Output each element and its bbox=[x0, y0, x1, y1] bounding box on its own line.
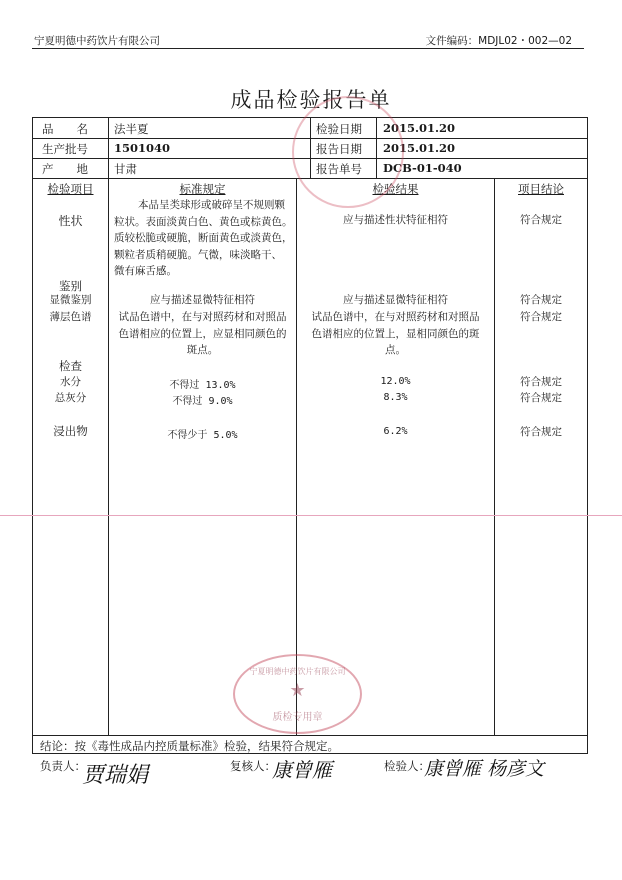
header-rule bbox=[32, 48, 584, 49]
result-appearance: 应与描述性状特征相符 bbox=[343, 214, 448, 226]
standard-line: 色谱相应的位置上，应显相同颜色的 bbox=[118, 327, 287, 340]
standard-water: 不得过 13.0% bbox=[169, 380, 236, 391]
conclusion-tlc: 符合规定 bbox=[520, 311, 562, 323]
col-header-conclusion: 项目结论 bbox=[518, 182, 564, 196]
standard-tlc bbox=[109, 309, 296, 359]
reviewer-label: 复核人： bbox=[230, 759, 276, 773]
responsible-label: 负责人： bbox=[40, 759, 86, 773]
conclusion-microscopic: 符合规定 bbox=[520, 294, 562, 306]
result-line: 点。 bbox=[385, 344, 406, 356]
stamp-star-icon: ★ bbox=[289, 680, 306, 701]
item-identification: 鉴别 bbox=[59, 279, 82, 293]
inspect-date-label: 检验日期 bbox=[316, 122, 362, 136]
standard-ash: 不得过 9.0% bbox=[172, 396, 233, 407]
stamp-text-top: 宁夏明德中药饮片有限公司 bbox=[249, 667, 346, 676]
company-name: 宁夏明德中药饮片有限公司 bbox=[34, 35, 160, 47]
item-extract: 浸出物 bbox=[53, 424, 88, 438]
inspector-label: 检验人： bbox=[384, 759, 430, 773]
result-water: 12.0% bbox=[380, 376, 411, 387]
report-date-value: 2015.01.20 bbox=[383, 141, 456, 155]
batch-value: 1501040 bbox=[114, 141, 171, 155]
inspect-date-value: 2015.01.20 bbox=[383, 121, 456, 135]
conclusion-extract: 符合规定 bbox=[520, 426, 562, 438]
document-code: 文件编码：MDJL02・002—02 bbox=[425, 35, 572, 47]
stamp-text-bottom: 质检专用章 bbox=[272, 712, 323, 723]
report-no-label: 报告单号 bbox=[316, 162, 362, 176]
origin-label: 产 地 bbox=[42, 162, 88, 176]
batch-label: 生产批号 bbox=[42, 142, 88, 156]
name-value: 法半夏 bbox=[114, 122, 149, 136]
item-appearance: 性状 bbox=[58, 214, 83, 228]
standard-line: 试品色谱中，在与对照药材和对照品 bbox=[118, 311, 287, 323]
item-water: 水分 bbox=[60, 376, 81, 388]
result-line: 色谱相应的位置上，显相同颜色的斑 bbox=[311, 327, 480, 340]
conclusion-water: 符合规定 bbox=[520, 376, 562, 388]
col-header-result: 检验结果 bbox=[372, 182, 419, 196]
result-line: 试品色谱中，在与对照药材和对照品 bbox=[311, 311, 480, 323]
standard-appearance bbox=[114, 197, 293, 280]
report-no-value: DCB-01-040 bbox=[383, 161, 462, 175]
standard-extract: 不得少于 5.0% bbox=[167, 430, 238, 441]
report-date-label: 报告日期 bbox=[316, 142, 362, 156]
standard-microscopic: 应与描述显微特征相符 bbox=[150, 294, 255, 306]
conclusion-appearance: 符合规定 bbox=[520, 214, 562, 226]
standard-line: 颗粒者质稍硬脆。气微，味淡略干、 bbox=[114, 248, 282, 261]
origin-value: 甘肃 bbox=[114, 162, 137, 176]
reviewer-signature: 康曾雁 bbox=[272, 758, 332, 782]
result-tlc bbox=[297, 309, 494, 359]
conclusion-text: 结论：按《毒性成品内控质量标准》检验，结果符合规定。 bbox=[40, 739, 339, 753]
conclusion-ash: 符合规定 bbox=[520, 392, 562, 404]
result-extract: 6.2% bbox=[383, 426, 408, 437]
name-label: 品 名 bbox=[42, 122, 88, 136]
standard-line: 微有麻舌感。 bbox=[114, 265, 177, 277]
quality-stamp bbox=[233, 654, 362, 734]
item-ash: 总灰分 bbox=[54, 392, 87, 404]
result-microscopic: 应与描述显微特征相符 bbox=[343, 294, 448, 306]
responsible-signature: 贾瑞娟 bbox=[82, 763, 149, 788]
company-stamp bbox=[292, 96, 404, 208]
item-check: 检查 bbox=[59, 359, 82, 373]
inspector-signature: 康曾雁 杨彦文 bbox=[424, 758, 545, 780]
col-header-standard: 标准规定 bbox=[179, 182, 226, 196]
result-ash: 8.3% bbox=[383, 392, 408, 403]
page-title: 成品检验报告单 bbox=[230, 88, 392, 112]
standard-line: 粒状。表面淡黄白色、黄色或棕黄色。 bbox=[114, 215, 293, 228]
standard-line: 质较松脆或硬脆，断面黄色或淡黄色， bbox=[114, 232, 293, 244]
item-tlc: 薄层色谱 bbox=[49, 311, 92, 323]
item-microscopic: 显微鉴别 bbox=[49, 294, 92, 306]
col-header-item: 检验项目 bbox=[47, 182, 94, 196]
standard-line: 本品呈类球形或破碎呈不规则颗 bbox=[138, 199, 285, 211]
scan-line bbox=[0, 515, 622, 516]
standard-line: 斑点。 bbox=[186, 344, 219, 356]
